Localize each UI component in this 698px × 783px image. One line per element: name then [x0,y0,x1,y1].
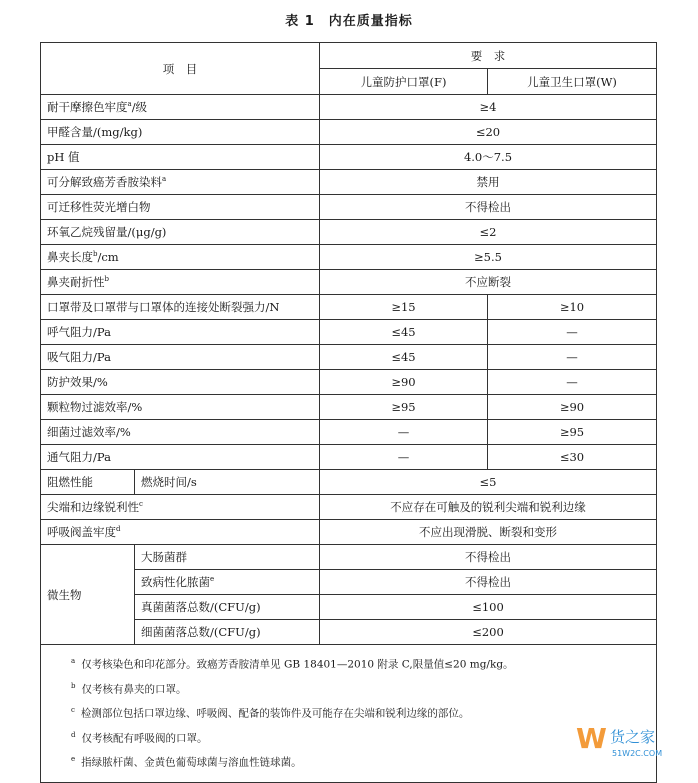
row-label: 可迁移性荧光增白物 [41,195,320,220]
header-row [41,43,657,69]
row-label: 呼吸阀盖牢度$^d$ [41,520,320,545]
footnote: $^e$ 指绿脓杆菌、金黄色葡萄球菌与溶血性链球菌。 [71,755,302,769]
row-value: ≤5 [320,470,657,495]
row-value-w: ≥95 [488,420,657,445]
table-row [41,95,657,120]
table-row [41,120,657,145]
row-label: 细菌过滤效率/% [41,420,320,445]
row-value-f: ≤45 [320,320,488,345]
table-row [41,420,657,445]
watermark-url: 51W2C.COM [612,749,663,758]
row-value: 4.0～7.5 [320,145,657,170]
row-value: ≤2 [320,220,657,245]
table-title: 表 1 内在质量指标 [285,14,413,29]
row-value: ≥5.5 [320,245,657,270]
row-value-w: — [488,370,657,395]
table-row [41,320,657,345]
row-value-w: ≥90 [488,395,657,420]
row-label: 可分解致癌芳香胺染料$^a$ [41,170,320,195]
row-label: 呼气阻力/Pa [41,320,320,345]
watermark-brand: 货之家 [610,728,656,746]
row-label: 鼻夹长度$^b$/cm [41,245,320,270]
row-sublabel: 燃烧时间/s [135,470,320,495]
watermark-logo [568,718,688,763]
header-item: 项 目 [41,43,320,95]
row-value: 不应断裂 [320,270,657,295]
header-col-f: 儿童防护口罩(F) [320,69,488,95]
row-label: 阻燃性能 [41,470,135,495]
row-value-w: — [488,345,657,370]
row-value: 不得检出 [320,545,657,570]
row-value: ≤200 [320,620,657,645]
row-label: 口罩带及口罩带与口罩体的连接处断裂强力/N [41,295,320,320]
row-label: 鼻夹耐折性$^b$ [41,270,320,295]
table-row [41,270,657,295]
table-row [41,220,657,245]
row-label: pH 值 [41,145,320,170]
table-row [41,345,657,370]
table-row [41,470,657,495]
row-sublabel: 致病性化脓菌$^e$ [135,570,320,595]
watermark-logo-letter: W [576,722,607,755]
row-value-w: — [488,320,657,345]
row-value-f: — [320,445,488,470]
table-row [41,370,657,395]
row-label: 防护效果/% [41,370,320,395]
header-requirement: 要 求 [320,43,657,69]
row-value: ≤100 [320,595,657,620]
row-value-w: ≥10 [488,295,657,320]
row-value: 不得检出 [320,570,657,595]
micro-label: 微生物 [41,545,135,645]
notes-row [41,645,657,783]
row-value-f: ≥90 [320,370,488,395]
table-row [41,145,657,170]
table-row [41,545,657,570]
row-label: 耐干摩擦色牢度$^a$/级 [41,95,320,120]
row-label: 吸气阻力/Pa [41,345,320,370]
row-value: ≤20 [320,120,657,145]
footnote: $^a$ 仅考核染色和印花部分。致癌芳香胺清单见 GB 18401—2010 附录 C,限量值≤20 mg/kg。 [71,657,514,671]
row-label: 甲醛含量/(mg/kg) [41,120,320,145]
row-value: ≥4 [320,95,657,120]
row-label: 环氧乙烷残留量/(μg/g) [41,220,320,245]
row-label: 通气阻力/Pa [41,445,320,470]
row-value-w: ≤30 [488,445,657,470]
row-sublabel: 大肠菌群 [135,545,320,570]
row-label: 颗粒物过滤效率/% [41,395,320,420]
table-row [41,520,657,545]
row-label: 尖端和边缘锐利性$^c$ [41,495,320,520]
row-value-f: ≥15 [320,295,488,320]
table-row [41,495,657,520]
row-value-f: ≤45 [320,345,488,370]
table-row [41,195,657,220]
header-col-w: 儿童卫生口罩(W) [488,69,657,95]
footnote: $^d$ 仅考核配有呼吸阀的口罩。 [71,730,208,744]
row-value: 不应存在可触及的锐利尖端和锐利边缘 [320,495,657,520]
quality-index-table [40,42,657,783]
table-row [41,295,657,320]
table-row [41,170,657,195]
row-value: 不得检出 [320,195,657,220]
row-value: 禁用 [320,170,657,195]
row-sublabel: 细菌菌落总数/(CFU/g) [135,620,320,645]
table-row [41,395,657,420]
table-row [41,245,657,270]
footnote: $^b$ 仅考核有鼻夹的口罩。 [71,681,187,695]
table-row [41,445,657,470]
footnotes [41,645,657,783]
row-sublabel: 真菌菌落总数/(CFU/g) [135,595,320,620]
row-value: 不应出现滑脱、断裂和变形 [320,520,657,545]
row-value-f: — [320,420,488,445]
row-value-f: ≥95 [320,395,488,420]
footnote: $^c$ 检测部位包括口罩边缘、呼吸阀、配备的装饰件及可能存在尖端和锐利边缘的部位。 [71,706,470,720]
